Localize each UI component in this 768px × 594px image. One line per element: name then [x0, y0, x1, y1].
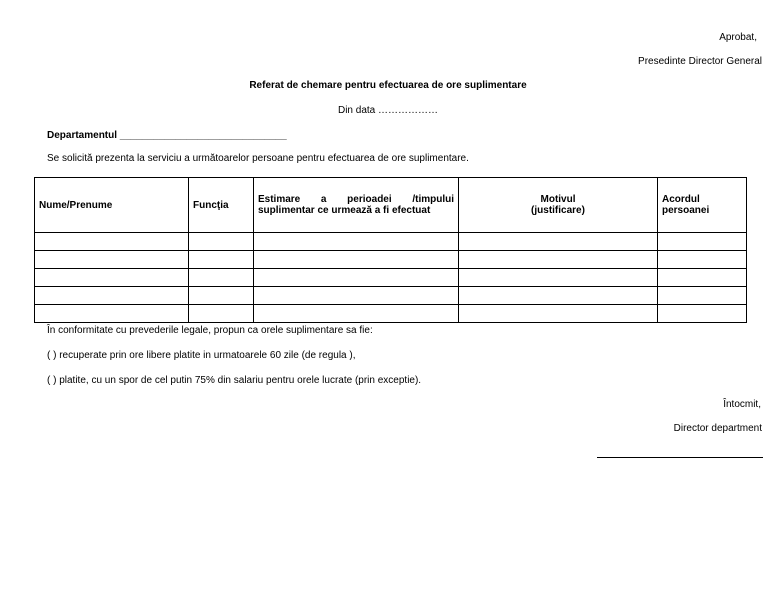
header-reason	[459, 178, 658, 233]
table-row	[35, 287, 747, 305]
table-cell[interactable]	[459, 287, 658, 305]
table-cell[interactable]	[35, 251, 189, 269]
header-function: Funcţia	[189, 178, 254, 233]
table-cell[interactable]	[459, 251, 658, 269]
header-reason-line1: Motivul	[540, 194, 576, 205]
table-header-row	[35, 178, 747, 233]
table-cell[interactable]	[459, 269, 658, 287]
table-row	[35, 251, 747, 269]
table-cell[interactable]	[254, 305, 459, 323]
table-cell[interactable]	[189, 269, 254, 287]
table-cell[interactable]	[35, 233, 189, 251]
table-cell[interactable]	[189, 287, 254, 305]
signature-line[interactable]	[597, 451, 763, 458]
header-consent-line1: Acordul	[662, 194, 700, 205]
document-title: Referat de chemare pentru efectuarea de ore suplimentare	[249, 80, 527, 91]
approved-label: Aprobat,	[719, 32, 757, 43]
intro-text: Se solicită prezenta la serviciu a următoarelor persoane pentru efectuarea de ore suplimentare.	[47, 153, 469, 164]
table-cell[interactable]	[254, 269, 459, 287]
table-cell[interactable]	[35, 287, 189, 305]
option-paid[interactable]: ( ) platite, cu un spor de cel putin 75% din salariu pentru orele lucrate (prin exceptie).	[47, 375, 422, 386]
table-cell[interactable]	[254, 287, 459, 305]
table-cell[interactable]	[254, 233, 459, 251]
drafted-label: Întocmit,	[723, 399, 761, 410]
header-reason-line2: (justificare)	[531, 205, 585, 216]
table-row	[35, 233, 747, 251]
table-cell[interactable]	[658, 305, 747, 323]
table-row	[35, 269, 747, 287]
header-consent	[658, 178, 747, 233]
header-name: Nume/Prenume	[35, 178, 189, 233]
director-label: Director department	[673, 423, 762, 434]
table-cell[interactable]	[35, 269, 189, 287]
conformity-text: În conformitate cu prevederile legale, propun ca orele suplimentare sa fie:	[47, 325, 373, 336]
header-consent-line2: persoanei	[662, 205, 710, 216]
header-estimate: Estimare a perioadei /timpului suplimentar ce urmează a fi efectuat	[254, 178, 459, 233]
table-cell[interactable]	[189, 305, 254, 323]
table-cell[interactable]	[658, 251, 747, 269]
table-cell[interactable]	[658, 287, 747, 305]
table-cell[interactable]	[459, 305, 658, 323]
option-recovered[interactable]: ( ) recuperate prin ore libere platite in urmatoarele 60 zile (de regula ),	[47, 350, 356, 361]
president-label: Presedinte Director General	[638, 56, 762, 67]
table-cell[interactable]	[189, 233, 254, 251]
table-cell[interactable]	[658, 233, 747, 251]
table-cell[interactable]	[189, 251, 254, 269]
table-row	[35, 305, 747, 323]
table-cell[interactable]	[658, 269, 747, 287]
table-cell[interactable]	[35, 305, 189, 323]
table-cell[interactable]	[459, 233, 658, 251]
overtime-table	[34, 177, 747, 323]
department-line: Departamentul ______________________________	[47, 130, 287, 141]
date-line: Din data ………………	[337, 105, 439, 116]
table-cell[interactable]	[254, 251, 459, 269]
